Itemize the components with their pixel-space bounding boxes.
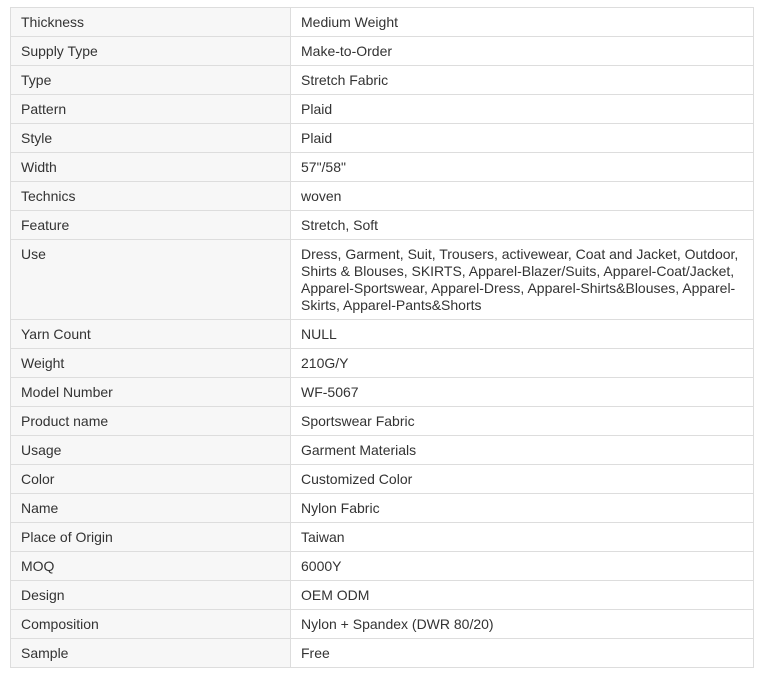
spec-label: Style bbox=[11, 124, 291, 153]
spec-value: Dress, Garment, Suit, Trousers, activewear, Coat and Jacket, Outdoor, Shirts & Blouses, SKIRTS, Apparel-Blazer/Suits, Apparel-Coat/Jacket, Apparel-Sportswear, Apparel-Dress, Apparel-Shirts&Blouses, Apparel-Skirts, Apparel-Pants&Shorts bbox=[291, 240, 754, 320]
spec-value: Nylon Fabric bbox=[291, 494, 754, 523]
spec-row-moq bbox=[11, 552, 754, 581]
spec-value: Medium Weight bbox=[291, 8, 754, 37]
spec-row-composition bbox=[11, 610, 754, 639]
spec-label: Supply Type bbox=[11, 37, 291, 66]
spec-row-product-name bbox=[11, 407, 754, 436]
spec-value: Nylon + Spandex (DWR 80/20) bbox=[291, 610, 754, 639]
spec-row-color bbox=[11, 465, 754, 494]
spec-row-name bbox=[11, 494, 754, 523]
spec-label: Technics bbox=[11, 182, 291, 211]
spec-label: Place of Origin bbox=[11, 523, 291, 552]
spec-label: Width bbox=[11, 153, 291, 182]
spec-value: Garment Materials bbox=[291, 436, 754, 465]
spec-label: Weight bbox=[11, 349, 291, 378]
spec-value: OEM ODM bbox=[291, 581, 754, 610]
spec-row-width bbox=[11, 153, 754, 182]
spec-label: Design bbox=[11, 581, 291, 610]
spec-row-technics bbox=[11, 182, 754, 211]
spec-value: WF-5067 bbox=[291, 378, 754, 407]
spec-value: Plaid bbox=[291, 124, 754, 153]
spec-row-supply-type bbox=[11, 37, 754, 66]
spec-value: Customized Color bbox=[291, 465, 754, 494]
spec-value: 210G/Y bbox=[291, 349, 754, 378]
spec-label: Name bbox=[11, 494, 291, 523]
spec-label: Sample bbox=[11, 639, 291, 668]
spec-row-thickness bbox=[11, 8, 754, 37]
spec-row-use bbox=[11, 240, 754, 320]
spec-label: Model Number bbox=[11, 378, 291, 407]
spec-label: Product name bbox=[11, 407, 291, 436]
spec-row-feature bbox=[11, 211, 754, 240]
spec-value: Free bbox=[291, 639, 754, 668]
spec-value: NULL bbox=[291, 320, 754, 349]
spec-label: Use bbox=[11, 240, 291, 320]
spec-value: Stretch Fabric bbox=[291, 66, 754, 95]
spec-value: Plaid bbox=[291, 95, 754, 124]
spec-label: Composition bbox=[11, 610, 291, 639]
spec-value: 57"/58" bbox=[291, 153, 754, 182]
spec-row-usage bbox=[11, 436, 754, 465]
spec-table-body bbox=[11, 8, 754, 668]
spec-row-pattern bbox=[11, 95, 754, 124]
spec-row-yarn-count bbox=[11, 320, 754, 349]
spec-row-weight bbox=[11, 349, 754, 378]
spec-row-sample bbox=[11, 639, 754, 668]
spec-value: 6000Y bbox=[291, 552, 754, 581]
spec-label: Usage bbox=[11, 436, 291, 465]
spec-row-style bbox=[11, 124, 754, 153]
spec-row-model-number bbox=[11, 378, 754, 407]
spec-row-type bbox=[11, 66, 754, 95]
spec-label: Yarn Count bbox=[11, 320, 291, 349]
spec-label: Feature bbox=[11, 211, 291, 240]
spec-row-place-of-origin bbox=[11, 523, 754, 552]
spec-label: Color bbox=[11, 465, 291, 494]
spec-label: MOQ bbox=[11, 552, 291, 581]
spec-label: Thickness bbox=[11, 8, 291, 37]
product-spec-table bbox=[10, 7, 754, 668]
spec-value: Make-to-Order bbox=[291, 37, 754, 66]
spec-value: woven bbox=[291, 182, 754, 211]
spec-value: Stretch, Soft bbox=[291, 211, 754, 240]
spec-label: Pattern bbox=[11, 95, 291, 124]
spec-row-design bbox=[11, 581, 754, 610]
spec-label: Type bbox=[11, 66, 291, 95]
spec-value: Sportswear Fabric bbox=[291, 407, 754, 436]
spec-value: Taiwan bbox=[291, 523, 754, 552]
